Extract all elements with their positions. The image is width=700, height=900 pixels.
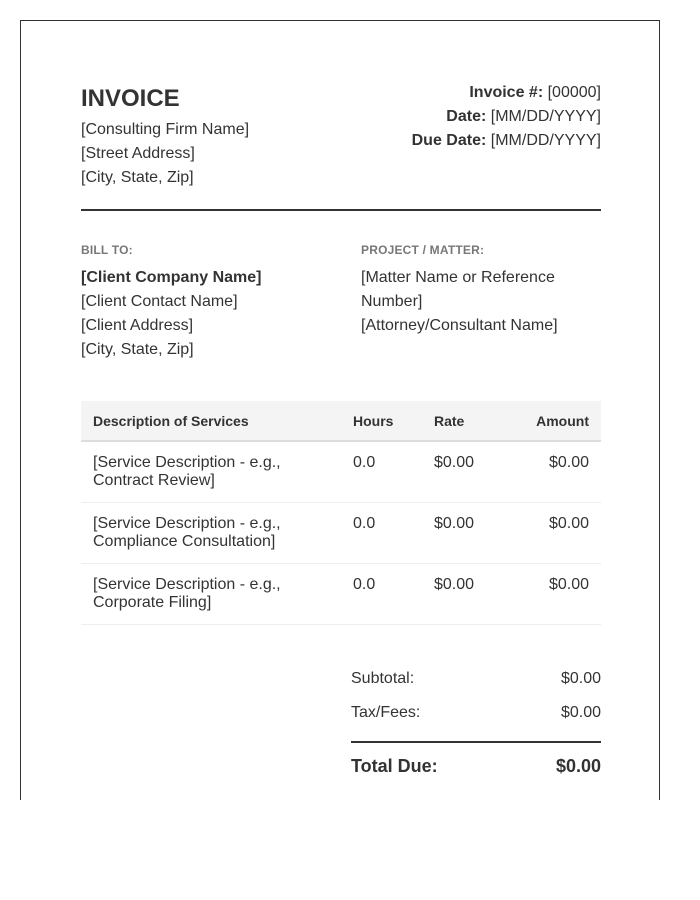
- table-row: [81, 502, 601, 563]
- table-row: [81, 441, 601, 502]
- project-block: [361, 242, 601, 338]
- matter-name-line2: Number]: [361, 293, 423, 310]
- services-table: [81, 401, 601, 625]
- bill-to-block: [81, 242, 341, 362]
- table-header-row: [81, 401, 601, 441]
- header-amount: Amount: [512, 401, 601, 441]
- firm-street: [Street Address]: [81, 145, 195, 162]
- service-rate: $0.00: [422, 502, 512, 563]
- totals-block: [351, 669, 601, 777]
- project-label: PROJECT / MATTER:: [361, 243, 485, 257]
- totals-divider: [351, 741, 601, 743]
- client-city: [City, State, Zip]: [81, 341, 194, 358]
- firm-name: [Consulting Firm Name]: [81, 121, 250, 138]
- service-description: [81, 502, 341, 563]
- service-amount: $0.00: [512, 441, 601, 502]
- client-address: [Client Address]: [81, 317, 194, 334]
- attorney-name: [Attorney/Consultant Name]: [361, 317, 558, 334]
- subtotal-row: [351, 669, 601, 703]
- bill-to-label: BILL TO:: [81, 243, 133, 257]
- service-hours: 0.0: [341, 441, 422, 502]
- invoice-date-label: Date:: [446, 108, 487, 125]
- header-description: Description of Services: [81, 401, 341, 441]
- invoice-number: [412, 81, 601, 105]
- service-description-line2: Compliance Consultation]: [93, 532, 276, 550]
- header-rate: Rate: [422, 401, 512, 441]
- service-hours: 0.0: [341, 563, 422, 624]
- service-description-line1: [Service Description - e.g.,: [93, 575, 281, 593]
- service-rate: $0.00: [422, 563, 512, 624]
- header-hours: Hours: [341, 401, 422, 441]
- client-contact: [Client Contact Name]: [81, 293, 238, 310]
- tax-value: $0.00: [560, 704, 601, 721]
- subtotal-label: Subtotal:: [351, 670, 415, 687]
- client-company: [Client Company Name]: [81, 269, 262, 286]
- service-description-line1: [Service Description - e.g.,: [93, 454, 281, 471]
- invoice-number-label: Invoice #:: [469, 84, 544, 101]
- invoice-date: [412, 105, 601, 129]
- service-hours: 0.0: [341, 502, 422, 563]
- matter-name-line1: [Matter Name or Reference: [361, 269, 555, 286]
- service-description: [81, 563, 341, 624]
- service-description-line2: Contract Review]: [93, 472, 215, 489]
- tax-label: Tax/Fees:: [351, 704, 421, 721]
- invoice-due-date: [412, 129, 601, 153]
- invoice-title: INVOICE: [81, 85, 180, 112]
- service-description-line1: [Service Description - e.g.,: [93, 514, 281, 532]
- service-amount: $0.00: [512, 563, 601, 624]
- invoice-due-date-label: Due Date:: [411, 132, 487, 149]
- header-divider: [81, 209, 601, 211]
- invoice-due-date-value: [MM/DD/YYYY]: [490, 132, 601, 149]
- service-amount: $0.00: [512, 502, 601, 563]
- total-due-label: Total Due:: [351, 756, 438, 776]
- invoice-page: [20, 20, 660, 800]
- total-due-row: [351, 755, 601, 777]
- total-due-value: $0.00: [555, 756, 601, 776]
- invoice-date-value: [MM/DD/YYYY]: [490, 108, 601, 125]
- tax-row: [351, 703, 601, 737]
- service-description-line2: Corporate Filing]: [93, 593, 212, 611]
- invoice-number-value: [00000]: [547, 84, 601, 101]
- firm-city: [City, State, Zip]: [81, 169, 194, 186]
- table-row: [81, 563, 601, 624]
- service-rate: $0.00: [422, 441, 512, 502]
- sender-block: [81, 85, 249, 190]
- service-description: [81, 441, 341, 502]
- invoice-meta: [412, 81, 601, 153]
- subtotal-value: $0.00: [560, 670, 601, 687]
